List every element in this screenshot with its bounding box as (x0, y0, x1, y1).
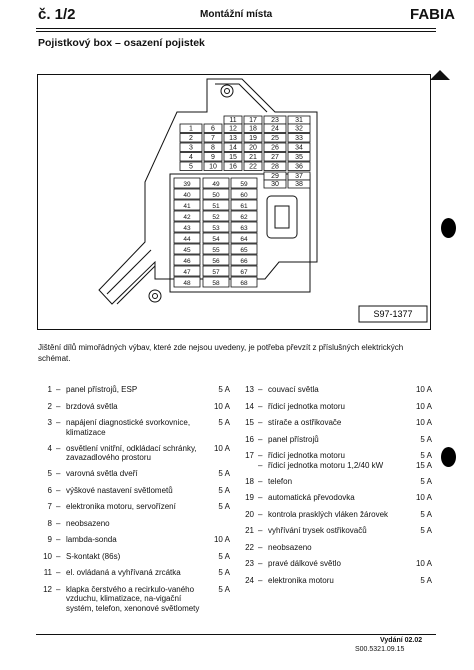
relay-slot-67-label: 67 (240, 269, 248, 276)
fuse-description: elektronika motoru (268, 575, 334, 585)
dash: – (258, 385, 263, 394)
fuse-description: vyhřívání trysek ostřikovačů (268, 526, 367, 535)
fuse-description: pravé dálkové světlo (268, 559, 341, 568)
fuse-14-label: 14 (229, 144, 237, 152)
fuse-description: neobsazeno (268, 542, 312, 552)
dash: – (258, 542, 263, 552)
fuse-number: 11 (43, 568, 52, 577)
fuse-number: 23 (245, 559, 254, 568)
relay-slot-41-label: 41 (183, 203, 191, 210)
footer-rule (36, 634, 436, 635)
dash: – (56, 518, 61, 528)
fuse-number: 18 (245, 476, 254, 486)
dash: – (258, 401, 263, 411)
fuse-16-label: 16 (229, 163, 237, 171)
dash: – (258, 559, 263, 568)
relay-slot-51-label: 51 (212, 203, 220, 210)
fuse-28-label: 28 (271, 163, 279, 171)
fuse-amperage: 10 A (213, 443, 230, 453)
fuse-description: panel přístrojů, ESP (66, 385, 138, 394)
header-rule (36, 28, 436, 29)
fuse-number: 6 (47, 485, 52, 495)
fuse-23-label: 23 (271, 117, 279, 124)
fuse-number: 4 (47, 443, 52, 453)
dash: – (258, 493, 263, 502)
relay-slot-39-label: 39 (183, 181, 191, 188)
relay-slot-63-label: 63 (240, 225, 248, 232)
fuse-number: 3 (47, 418, 52, 427)
fuse-description: panel přístrojů (268, 434, 319, 444)
dash: – (258, 434, 263, 444)
fuse-24-label: 24 (271, 125, 279, 133)
fuse-13-label: 13 (229, 135, 237, 142)
fuse-description: telefon (268, 476, 293, 486)
diagram-reference-code: S97-1377 (373, 309, 413, 319)
relay-slot-53-label: 53 (212, 225, 220, 232)
fuse-amperage: 10 A (213, 535, 230, 544)
dash: – (258, 526, 263, 535)
fuse-amperage: 10 A (415, 385, 432, 394)
fuse-number: 9 (47, 535, 52, 544)
fuse-27-label: 27 (271, 154, 279, 161)
dash: – (258, 451, 263, 460)
dash: – (56, 584, 61, 594)
page-tab-icon (430, 68, 450, 80)
fuse-description: elektronika motoru, servořízení (66, 502, 176, 511)
section-number: č. 1/2 (38, 6, 76, 23)
fuse-description: stírače a ostřikovače (268, 418, 342, 427)
fuse-10-label: 10 (209, 163, 217, 171)
document-code: S00.5321.09.15 (355, 646, 405, 653)
fuse-11-label: 11 (229, 117, 237, 124)
fuse-22-label: 22 (249, 163, 257, 171)
fuse-amperage: 5 A (420, 451, 432, 460)
header-rule-thin (36, 31, 436, 32)
relay-slot-54-label: 54 (212, 236, 220, 243)
dash: – (56, 443, 61, 453)
binder-hole-top (441, 218, 456, 238)
fuse-number: 12 (43, 584, 52, 594)
relay-slot-46-label: 46 (183, 258, 191, 265)
section-title: Montážní místa (200, 9, 273, 20)
relay-slot-44-label: 44 (183, 236, 191, 243)
relay-slot-60-label: 60 (240, 192, 248, 199)
fuse-amperage: 5 A (420, 526, 432, 535)
fuse-amperage: 5 A (218, 469, 230, 478)
fuse-number: 2 (47, 401, 52, 411)
fuse-amperage: 5 A (218, 568, 230, 577)
page-subtitle: Pojistkový box – osazení pojistek (38, 37, 205, 49)
fuse-description: kontrola prasklých vláken žárovek (268, 509, 389, 519)
fuse-20-label: 20 (249, 144, 257, 152)
relay-slot-43-label: 43 (183, 225, 191, 232)
fuse-number: 13 (245, 385, 254, 394)
dash: – (258, 476, 263, 486)
fuse-5-label: 5 (189, 163, 193, 171)
relay-slot-47-label: 47 (183, 269, 191, 276)
relay-slot-49-label: 49 (212, 181, 220, 188)
relay-slot-45-label: 45 (183, 247, 191, 254)
dash: – (258, 509, 263, 519)
fuse-4-label: 4 (189, 154, 193, 161)
relay-slot-62-label: 62 (240, 214, 248, 221)
fuse-description: automatická převodovka (268, 493, 355, 502)
fuse-3-label: 3 (189, 144, 193, 152)
fuse-description: varovná světla dveří (66, 469, 138, 478)
fuse-amperage: 10 A (415, 401, 432, 411)
model-name: FABIA (410, 6, 455, 23)
fuse-31-label: 31 (295, 117, 303, 124)
dash: – (56, 535, 61, 544)
relay-slot-66-label: 66 (240, 258, 248, 265)
fuse-box-diagram (37, 74, 431, 330)
fuse-amperage-alt: 15 A (415, 460, 432, 470)
fuse-description: osvětlení vnitřní, odkládací schránky, zavazadlového prostoru (66, 443, 197, 462)
dash: – (56, 551, 61, 561)
fuse-amperage: 10 A (415, 493, 432, 502)
fuse-number: 21 (245, 526, 254, 535)
fuse-number: 22 (245, 542, 254, 552)
fuse-amperage: 10 A (415, 559, 432, 568)
fuse-amperage: 10 A (415, 418, 432, 427)
relay-slot-58-label: 58 (212, 280, 220, 287)
relay-slot-52-label: 52 (212, 214, 220, 221)
relay-slot-55-label: 55 (212, 247, 220, 254)
fuse-30-label: 30 (271, 181, 279, 188)
fuse-7-label: 7 (211, 135, 215, 142)
relay-slot-65-label: 65 (240, 247, 248, 254)
fuse-amperage: 5 A (420, 509, 432, 519)
fuse-37-label: 37 (295, 173, 303, 180)
fuse-number: 1 (47, 385, 52, 394)
fuse-number: 15 (245, 418, 254, 427)
fuse-number: 24 (245, 575, 254, 585)
fuse-1-label: 1 (189, 125, 193, 133)
fuse-32-label: 32 (295, 125, 303, 133)
fuse-amperage: 5 A (420, 575, 432, 585)
fuse-29-label: 29 (271, 173, 279, 180)
binder-hole-bottom (441, 447, 456, 467)
dash: – (56, 485, 61, 495)
fuse-18-label: 18 (249, 125, 257, 133)
fuse-amperage: 5 A (218, 502, 230, 511)
relay-slot-50-label: 50 (212, 192, 220, 199)
relay-slot-64-label: 64 (240, 236, 248, 243)
dash: – (258, 575, 263, 585)
fuse-amperage: 5 A (218, 485, 230, 495)
fuse-description-alt: řídicí jednotka motoru 1,2/40 kW (268, 460, 384, 470)
fuse-amperage: 5 A (218, 418, 230, 427)
relay-slot-42-label: 42 (183, 214, 191, 221)
relay-slot-68-label: 68 (240, 280, 248, 287)
fuse-description: lambda-sonda (66, 535, 117, 544)
fuse-description: výškové nastavení světlometů (66, 485, 173, 495)
relay-slot-57-label: 57 (212, 269, 220, 276)
fuse-12-label: 12 (229, 125, 237, 133)
relay-slot-48-label: 48 (183, 280, 191, 287)
dash: – (56, 385, 61, 394)
fuse-description: couvací světla (268, 385, 319, 394)
fuse-note: Jištění dílů mimořádných výbav, které zde nejsou uvedeny, je potřeba převzít z příslušných elektrických schémat. (38, 343, 404, 363)
dash: – (56, 568, 61, 577)
dash: – (56, 469, 61, 478)
fuse-21-label: 21 (249, 154, 257, 161)
dash: – (56, 502, 61, 511)
page-header (0, 6, 474, 26)
dash: – (258, 460, 263, 470)
fuse-description: klapka čerstvého a recirkulo-vaného vzduchu, klimatizace, na-vigační systém, telefon, xenonové světlomety (66, 584, 200, 613)
fuse-35-label: 35 (295, 154, 303, 161)
fuse-6-label: 6 (211, 125, 215, 133)
dash: – (56, 418, 61, 427)
fuse-description: napájení diagnostické svorkovnice, klimatizace (66, 418, 191, 437)
fuse-26-label: 26 (271, 144, 279, 152)
fuse-9-label: 9 (211, 154, 215, 161)
fuse-amperage: 5 A (420, 434, 432, 444)
edition-label: Vydání 02.02 (380, 637, 423, 644)
fuse-36-label: 36 (295, 163, 303, 171)
fuse-number: 10 (43, 551, 52, 561)
relay-slot-61-label: 61 (240, 203, 248, 210)
fuse-33-label: 33 (295, 135, 303, 142)
fuse-15-label: 15 (229, 154, 237, 161)
fuse-description: brzdová světla (66, 401, 118, 411)
fuse-number: 16 (245, 434, 254, 444)
fuse-number: 20 (245, 509, 254, 519)
fuse-number: 5 (47, 469, 52, 478)
fuse-25-label: 25 (271, 135, 279, 142)
dash: – (258, 418, 263, 427)
fuse-number: 8 (47, 518, 52, 528)
fuse-19-label: 19 (249, 135, 257, 142)
fuse-amperage: 5 A (218, 584, 230, 594)
dash: – (56, 401, 61, 411)
relay-slot-56-label: 56 (212, 258, 220, 265)
fuse-amperage: 5 A (420, 476, 432, 486)
fuse-number: 19 (245, 493, 254, 502)
fuse-number: 14 (245, 401, 254, 411)
fuse-description: řídicí jednotka motoru (268, 401, 345, 411)
relay-slot-40-label: 40 (183, 192, 191, 199)
fuse-2-label: 2 (189, 135, 193, 142)
fuse-34-label: 34 (295, 144, 303, 152)
fuse-8-label: 8 (211, 144, 215, 152)
fuse-amperage: 5 A (218, 385, 230, 394)
fuse-38-label: 38 (295, 181, 303, 188)
fuse-description: neobsazeno (66, 518, 110, 528)
fuse-amperage: 5 A (218, 551, 230, 561)
fuse-description: S-kontakt (86s) (66, 551, 121, 561)
relay-slot-59-label: 59 (240, 181, 248, 188)
fuse-number: 17 (245, 451, 254, 460)
fuse-description: řídicí jednotka motoru (268, 451, 345, 460)
fuse-number: 7 (47, 502, 52, 511)
fuse-amperage: 10 A (213, 401, 230, 411)
fuse-description: el. ovládaná a vyhřívaná zrcátka (66, 568, 181, 577)
fuse-17-label: 17 (249, 117, 257, 124)
